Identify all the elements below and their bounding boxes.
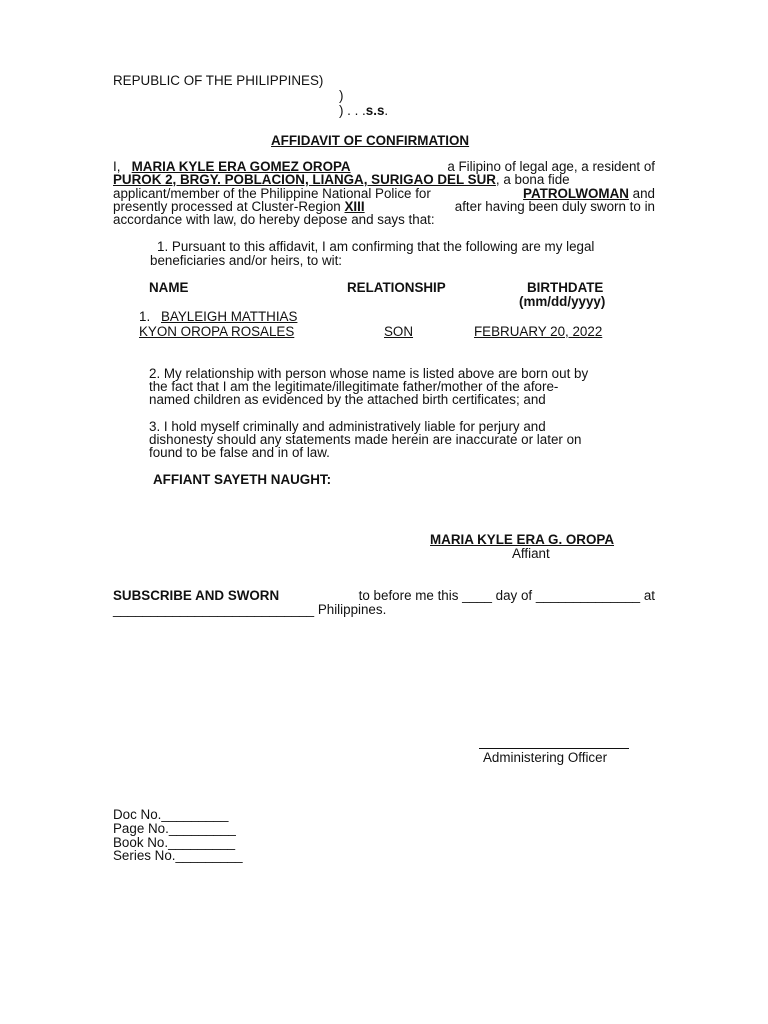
table-header-name: NAME bbox=[149, 280, 189, 295]
table-row-number: 1. bbox=[139, 309, 151, 324]
jurisdiction-line-3: ) . . .s.s. bbox=[339, 103, 389, 118]
affiant-signature-name: MARIA KYLE ERA G. OROPA bbox=[430, 532, 615, 547]
affiant-full-name: MARIA KYLE ERA GOMEZ OROPA bbox=[131, 159, 351, 174]
region-number: XIII bbox=[344, 199, 365, 214]
closing-statement: AFFIANT SAYETH NAUGHT: bbox=[153, 472, 332, 487]
doc-number: Doc No._________ bbox=[113, 807, 229, 822]
jurisdiction-line-2: ) bbox=[339, 88, 344, 103]
officer-label: Administering Officer bbox=[483, 750, 608, 765]
table-header-relationship: RELATIONSHIP bbox=[347, 280, 446, 295]
jurat-bold-text: SUBSCRIBE AND SWORN bbox=[113, 588, 280, 603]
para3-line-1: 3. I hold myself criminally and administratively liable for perjury and bbox=[149, 419, 546, 434]
page-number: Page No._________ bbox=[113, 821, 236, 836]
para3-line-3: found to be false and in of law. bbox=[149, 445, 330, 460]
para1-line-1: 1. Pursuant to this affidavit, I am confirming that the following are my legal bbox=[157, 239, 595, 254]
document-title: AFFIDAVIT OF CONFIRMATION bbox=[271, 133, 470, 148]
para2-line-3: named children as evidenced by the attached birth certificates; and bbox=[149, 392, 546, 407]
table-header-birthdate: BIRTHDATE bbox=[527, 280, 604, 295]
jurat-line-1: SUBSCRIBE AND SWORN to before me this ____ day of ______________ at bbox=[113, 588, 655, 603]
affiant-address: PUROK 2, BRGY. POBLACION, LIANGA, SURIGAO DEL SUR bbox=[113, 172, 496, 187]
jurisdiction-line-1: REPUBLIC OF THE PHILIPPINES) bbox=[113, 73, 324, 88]
table-header-birthdate-format: (mm/dd/yyyy) bbox=[519, 294, 606, 309]
book-number: Book No._________ bbox=[113, 835, 236, 850]
intro-line-3: applicant/member of the Philippine National Police for PATROLWOMAN and bbox=[113, 186, 655, 201]
beneficiary-relationship: SON bbox=[384, 324, 414, 339]
beneficiary-name-line-2: KYON OROPA ROSALES bbox=[139, 324, 295, 339]
para2-line-2: the fact that I am the legitimate/illegitimate father/mother of the afore- bbox=[149, 379, 559, 394]
intro-line-5: accordance with law, do hereby depose and says that: bbox=[113, 212, 435, 227]
jurat-line-2: ___________________________ Philippines. bbox=[113, 602, 387, 617]
para3-line-2: dishonesty should any statements made herein are inaccurate or later on bbox=[149, 432, 582, 447]
applicant-position: PATROLWOMAN bbox=[523, 186, 629, 201]
affiant-label: Affiant bbox=[512, 546, 550, 561]
series-number: Series No._________ bbox=[113, 848, 243, 863]
intro-line-1: I, MARIA KYLE ERA GOMEZ OROPA a Filipino of legal age, a resident of bbox=[113, 159, 655, 174]
para2-line-1: 2. My relationship with person whose name is listed above are born out by bbox=[149, 366, 589, 381]
beneficiary-birthdate: FEBRUARY 20, 2022 bbox=[474, 324, 603, 339]
ss-mark: s.s bbox=[365, 103, 385, 118]
para1-line-2: beneficiaries and/or heirs, to wit: bbox=[150, 253, 343, 268]
intro-line-2: PUROK 2, BRGY. POBLACION, LIANGA, SURIGAO DEL SUR, a bona fide bbox=[113, 172, 570, 187]
intro-line-4: presently processed at Cluster-Region XIII after having been duly sworn to in bbox=[113, 199, 655, 214]
beneficiary-name-line-1: BAYLEIGH MATTHIAS bbox=[161, 309, 298, 324]
